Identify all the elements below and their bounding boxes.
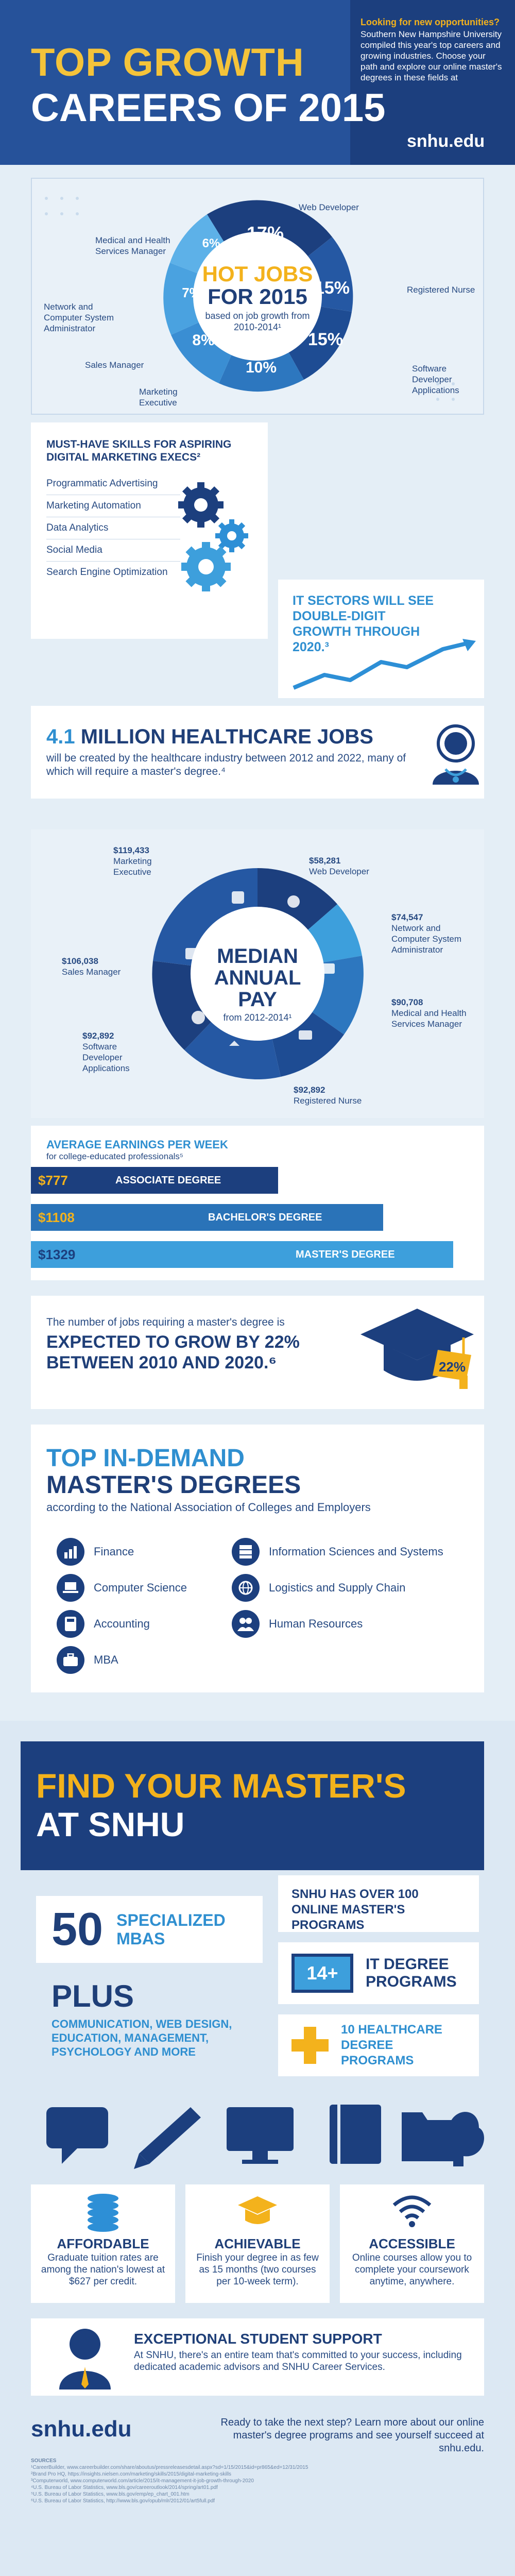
pay-amount: $92,892 [294, 1085, 325, 1095]
degree-mba [57, 1646, 118, 1674]
pay-job: Medical and Health Services Manager [391, 1008, 467, 1029]
wifi-icon [391, 2192, 433, 2228]
earnings-degree: MASTER'S DEGREE [296, 1248, 395, 1260]
hot-jobs-title1: HOT JOBS [202, 262, 313, 286]
pct-network-admin: 7% [182, 285, 201, 300]
growth-chart-icon [288, 639, 479, 693]
healthcare-headline-rest: MILLION HEALTHCARE JOBS [80, 725, 373, 748]
pay-job: Registered Nurse [294, 1096, 362, 1106]
mba-label: SPECIALIZED MBAS [116, 1911, 226, 1948]
earnings-bars [31, 1167, 453, 1275]
source-item: ²Brand Pro HQ, https://insights.nielsen.com/marketing/skills/2015/digital-marketing-skills [31, 2471, 232, 2477]
server-icon [232, 1538, 260, 1566]
pct-registered-nurse: 15% [314, 278, 350, 298]
degree-label: Information Sciences and Systems [269, 1545, 443, 1558]
label-network-admin: Network and Computer System Administrator [44, 302, 114, 333]
pay-amount: $58,281 [309, 856, 341, 866]
degree-logistics [232, 1574, 405, 1602]
it-label: IT DEGREE PROGRAMS [366, 1956, 457, 1990]
skills-title: MUST-HAVE SKILLS FOR ASPIRING DIGITAL MARKETING EXECS² [46, 438, 232, 463]
intro-text: Southern New Hampshire University compiled this year's top careers and growing industries. Choose your path and explore our online master's degrees in these fields at [360, 29, 502, 82]
pct-medical-manager: 6% [202, 236, 220, 250]
label-registered-nurse: Registered Nurse [407, 285, 475, 295]
title-line1: TOP GROWTH [31, 41, 304, 84]
label-marketing-executive: Marketing Executive [139, 387, 178, 408]
degree-label: Finance [94, 1545, 134, 1558]
label-sales-manager: Sales Manager [85, 360, 144, 370]
median-title1: MEDIAN [217, 945, 298, 968]
earnings-bar-bachelor [31, 1204, 383, 1231]
hot-jobs-subtitle: based on job growth from 2010-2014¹ [205, 311, 310, 332]
chat-bubble-icon [46, 2107, 108, 2164]
plus-text: COMMUNICATION, WEB DESIGN, EDUCATION, MANAGEMENT, PSYCHOLOGY AND MORE [52, 2018, 232, 2058]
pay-label-sales-manager [62, 956, 124, 977]
intro-highlight: Looking for new opportunities? [360, 17, 500, 27]
pay-label-medical-manager [391, 997, 474, 1029]
pay-amount: $74,547 [391, 912, 423, 922]
finance-icon [57, 1538, 84, 1566]
source-item: ³Computerworld, www.computerworld.com/article/2015/it-management-it-job-growth-through-2020 [31, 2478, 254, 2484]
footer-cta[interactable]: Ready to take the next step? Learn more about our online master's degree programs and see yourself succeed at snhu.edu. [220, 2417, 484, 2454]
earnings-degree: ASSOCIATE DEGREE [115, 1174, 221, 1186]
healthcare-text: will be created by the healthcare industry between 2012 and 2022, many of which will require a master's degree.⁴ [46, 752, 406, 777]
label-web-developer: Web Developer [299, 202, 359, 212]
source-item: ⁶U.S. Bureau of Labor Statistics, http://www.bls.gov/opub/mlr/2012/01/art5full.pdf [31, 2498, 215, 2504]
health-label: 10 HEALTHCARE DEGREE PROGRAMS [341, 2023, 442, 2067]
footer-brand-link[interactable]: snhu.edu [31, 2416, 132, 2442]
pct-sales-manager: 8% [192, 332, 215, 349]
degrees-title1: TOP IN-DEMAND [46, 1445, 245, 1472]
mba-card [36, 1896, 263, 1963]
skill-item: Marketing Automation [46, 495, 180, 517]
graduation-cap-icon [360, 1303, 479, 1401]
pay-amount: $92,892 [82, 1031, 114, 1041]
degrees-title2: MASTER'S DEGREES [46, 1471, 301, 1499]
program-icons-row [41, 2097, 484, 2169]
briefcase-icon [57, 1646, 84, 1674]
pay-amount: $90,708 [391, 997, 423, 1007]
pay-job: Software Developer Applications [82, 1042, 130, 1073]
title-line2: CAREERS OF 2015 [31, 86, 386, 130]
advisor-icon [57, 2324, 113, 2391]
feature-title: AFFORDABLE [57, 2236, 149, 2251]
source-item: ¹CareerBuilder, www.careerbuilder.com/share/aboutus/pressreleasesdetail.aspx?sd=1/15/2015&id=pr865&ed=12/31/2015 [31, 2465, 308, 2470]
it-sectors-title: IT SECTORS WILL SEE DOUBLE-DIGIT GROWTH THROUGH 2020.³ [293, 594, 434, 654]
pay-job: Sales Manager [62, 967, 121, 977]
support-title: EXCEPTIONAL STUDENT SUPPORT [134, 2331, 382, 2347]
pay-label-network-admin [391, 912, 479, 955]
pay-label-registered-nurse [294, 1084, 362, 1106]
earnings-amount: $1108 [38, 1209, 75, 1225]
degree-label: Human Resources [269, 1617, 363, 1630]
healthcare-number: 4.1 [46, 725, 75, 748]
calculator-icon [57, 1610, 84, 1638]
health-degree-card [278, 2014, 479, 2076]
plus-title: PLUS [52, 1979, 134, 2013]
earnings-amount: $777 [38, 1172, 68, 1188]
plus-block [52, 1978, 268, 2059]
pencil-icon [134, 2107, 201, 2169]
header-intro [360, 16, 505, 83]
coins-icon [85, 2192, 121, 2233]
folder-icon [402, 2112, 453, 2161]
pct-web-developer: 17% [246, 223, 284, 244]
pct-marketing-executive: 10% [245, 359, 277, 376]
cap-icon [237, 2194, 278, 2230]
online-programs-card [278, 1875, 479, 1932]
degree-label: MBA [94, 1653, 118, 1666]
median-subtitle: from 2012-2014¹ [223, 1012, 292, 1023]
median-pay-center [196, 945, 319, 1023]
degree-information-sciences [232, 1538, 443, 1566]
feature-text: Graduate tuition rates are among the nation's lowest at $627 per credit. [41, 2252, 165, 2287]
label-software-developer: Software Developer Applications [412, 364, 459, 395]
medical-cross-icon [291, 2027, 329, 2064]
skill-item: Programmatic Advertising [46, 473, 180, 495]
growth-lead: The number of jobs requiring a master's degree is [46, 1316, 285, 1328]
it-badge [291, 1954, 353, 1993]
book-icon [330, 2105, 381, 2164]
header-band [0, 0, 515, 165]
source-item: ⁵U.S. Bureau of Labor Statistics, www.bls.gov/emp/ep_chart_001.htm [31, 2492, 190, 2497]
online-programs-text: SNHU HAS OVER 100 ONLINE MASTER'S PROGRAMS [291, 1887, 419, 1932]
it-degree-card [278, 1942, 479, 2004]
degrees-subtitle: according to the National Association of Colleges and Employers [46, 1501, 371, 1514]
skill-item: Search Engine Optimization [46, 567, 168, 578]
find-title1: FIND YOUR MASTER'S [36, 1767, 406, 1805]
degree-finance [57, 1538, 134, 1566]
growth-headline: EXPECTED TO GROW BY 22% BETWEEN 2010 AND 2020.⁶ [46, 1332, 300, 1372]
find-title2: AT SNHU [36, 1805, 185, 1843]
pay-label-web-developer [309, 855, 369, 877]
mba-number: 50 [52, 1903, 104, 1955]
earnings-amount: $1329 [38, 1246, 76, 1262]
earnings-degree: BACHELOR'S DEGREE [208, 1211, 322, 1223]
degree-human-resources [232, 1610, 363, 1638]
pct-software-developer: 15% [307, 330, 344, 349]
people-icon [232, 1610, 260, 1638]
degree-label: Computer Science [94, 1581, 187, 1594]
pay-job: Web Developer [309, 867, 369, 876]
pay-amount: $119,433 [113, 845, 149, 855]
earnings-title: AVERAGE EARNINGS PER WEEK [46, 1138, 228, 1151]
healthcare-headline [46, 725, 469, 749]
hot-jobs-center [196, 263, 319, 333]
earnings-bar-master [31, 1241, 453, 1268]
feature-title: ACHIEVABLE [214, 2236, 301, 2251]
it-badge-text: 14+ [306, 1962, 338, 1984]
pay-amount: $106,038 [62, 956, 98, 966]
earnings-bar-associate [31, 1167, 278, 1194]
monitor-icon [227, 2107, 294, 2164]
globe-icon [232, 1574, 260, 1602]
header-brand-link[interactable]: snhu.edu [407, 131, 485, 151]
sources-title: SOURCES [31, 2458, 57, 2464]
sources [31, 2458, 484, 2504]
hot-jobs-title2: FOR 2015 [208, 284, 307, 309]
pay-job: Marketing Executive [113, 856, 152, 877]
healthcare-card [31, 706, 484, 799]
degree-accounting [57, 1610, 150, 1638]
nurse-icon [427, 719, 484, 786]
feature-text: Online courses allow you to complete your coursework anytime, anywhere. [352, 2252, 472, 2287]
skills-list [46, 473, 180, 583]
degree-label: Logistics and Supply Chain [269, 1581, 406, 1594]
feature-title: ACCESSIBLE [369, 2236, 455, 2251]
gears-icon [170, 479, 263, 598]
earnings-subtitle: for college-educated professionals⁵ [46, 1151, 183, 1161]
pay-label-marketing-executive [113, 845, 175, 877]
support-text: At SNHU, there's an entire team that's committed to your success, including dedicated academic advisors and SNHU Career Services. [134, 2350, 462, 2372]
source-item: ⁴U.S. Bureau of Labor Statistics, www.bls.gov/careeroutlook/2014/spring/art01.pdf [31, 2485, 218, 2490]
degree-computer-science [57, 1574, 187, 1602]
pay-job: Network and Computer System Administrator [391, 923, 462, 955]
growth-badge: 22% [438, 1359, 466, 1375]
degree-label: Accounting [94, 1617, 150, 1630]
median-title2: ANNUAL PAY [214, 967, 301, 1011]
laptop-icon [57, 1574, 84, 1602]
label-medical-manager: Medical and Health Services Manager [95, 235, 170, 256]
skill-item: Social Media [46, 539, 180, 562]
feature-text: Finish your degree in as few as 15 months (two courses per 10-week term). [196, 2252, 319, 2287]
pay-label-software-developer [82, 1030, 154, 1074]
skill-item: Data Analytics [46, 517, 180, 539]
